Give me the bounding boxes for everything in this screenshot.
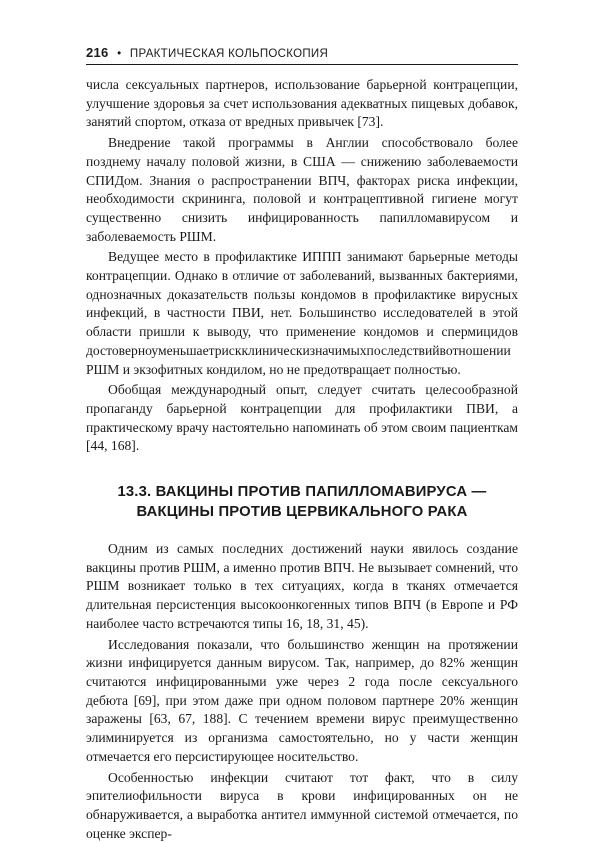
paragraph: Особенностью инфекции считают тот факт, что в силу эпителиофильности вируса в крови инфицированных он не обнаруживается, а выработка антител иммунной системой отмечается, по оценке экспер- [86, 769, 518, 843]
paragraph: Обобщая международный опыт, следует считать целесообразной пропаганду барьерной контрацепции для профилактики ПВИ, а практическому врачу настоятельно напоминать об этом своим пациенткам [44, 168]. [86, 381, 518, 456]
paragraph: Внедрение такой программы в Англии способствовало более позднему началу половой жизни, в США — снижению заболеваемости СПИДом. Знания о распространении ВПЧ, факторах риска инфекции, необходимости скрининга, половой и контрацептивной гигиене могут существенно снизить инфицированность папилломавирусом и заболеваемость РШМ. [86, 134, 518, 246]
section-heading-line: 13.3. ВАКЦИНЫ ПРОТИВ ПАПИЛЛОМАВИРУСА — [86, 482, 518, 502]
header-separator: • [117, 48, 121, 60]
section-heading [86, 482, 518, 522]
section-heading-line: ВАКЦИНЫ ПРОТИВ ЦЕРВИКАЛЬНОГО РАКА [86, 502, 518, 522]
paragraph: числа сексуальных партнеров, использование барьерной контрацепции, улучшение здоровья за счет использования адекватных пищевых добавок, занятий спортом, отказа от вредных привычек [73]. [86, 76, 518, 132]
paragraph: Одним из самых последних достижений науки явилось создание вакцины против РШМ, а именно против ВПЧ. Не вызывает сомнений, что РШМ возникает только в тех ситуациях, когда в тканях отмечается длительная персистенция высокоонкогенных типов ВПЧ (в Европе и РФ наиболее часто встречаются типы 16, 18, 31, 45). [86, 540, 518, 634]
page-number: 216 [86, 45, 109, 60]
running-title: ПРАКТИЧЕСКАЯ КОЛЬПОСКОПИЯ [130, 48, 328, 60]
header-rule [86, 64, 518, 65]
paragraph: Ведущее место в профилактике ИППП занимают барьерные методы контрацепции. Однако в отличие от заболеваний, вызванных бактериями, однозначных доказательств пользы кондомов в профилактике вирусных инфекций, в частности ПВИ, нет. Большинство исследователей в этой области пришли к выводу, что применение кондомов и спермицидов достоверноуменьшаетрискклиническизначимыхпоследствийвотношенииРШМ и экзофитных кондилом, но не предотвращает полностью. [86, 248, 518, 379]
paragraph: Исследования показали, что большинство женщин на протяжении жизни инфицируется данным вирусом. Так, например, до 82% женщин считаются инфицированными уже через 2 года после сексуального дебюта [69], при этом даже при одном половом партнере 20% женщин заражены [63, 67, 188]. С течением времени вирус преимущественно элиминируется из организма самостоятельно, но у части женщин отмечается его персистирующее носительство. [86, 636, 518, 767]
running-header [86, 45, 518, 60]
body-text [86, 76, 518, 843]
